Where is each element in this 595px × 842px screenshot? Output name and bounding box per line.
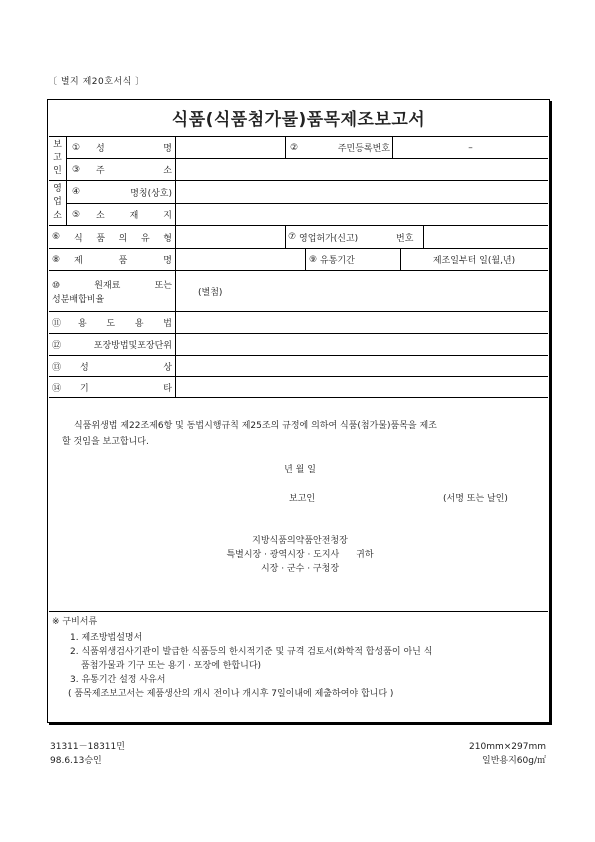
usage-label: 용 도 용 법 <box>78 319 172 329</box>
recipient-line: 지방식품의약품안전청장 <box>252 536 348 546</box>
usage-field[interactable] <box>176 312 547 333</box>
form-code: 31311－18311민 98.6.13승인 <box>50 742 125 766</box>
address-label: 주 소 <box>96 166 172 176</box>
divider <box>49 397 548 398</box>
ingredients-label: ⑩ 원재료 또는 성분배합비율 <box>52 281 172 305</box>
name-field[interactable] <box>176 137 284 158</box>
recipient-block <box>180 534 420 576</box>
shelf-life-label: 유통기간 <box>320 256 355 266</box>
license-number-field[interactable] <box>424 226 547 248</box>
location-field[interactable] <box>176 204 547 225</box>
row-number: ③ <box>72 164 81 175</box>
form-title: 식품(식품첨가물)품목제조보고서 <box>171 110 426 130</box>
name-label: 성 명 <box>96 144 172 154</box>
note-item: 1. 제조방법설명서 <box>70 633 143 643</box>
row-number: ⑫ <box>52 341 62 351</box>
reporter-group-label: 보 고 인 <box>53 139 62 177</box>
form-number-label: 〔 별지 제20호서식 〕 <box>48 77 145 87</box>
paper-spec: 210mm×297mm 일반용지60g/㎡ <box>469 742 546 766</box>
row-number: ⑥ <box>52 232 61 242</box>
row-number: ⑨ <box>309 254 318 265</box>
report-date[interactable]: 년 월 일 <box>284 465 316 475</box>
food-type-label: 식 품 의 유 형 <box>74 233 172 244</box>
location-label: 소 재 지 <box>96 211 172 221</box>
recipient-line: 시장 · 군수 · 구청장 <box>260 564 340 574</box>
license-number-label: 번호 <box>396 233 414 244</box>
divider <box>305 248 306 270</box>
business-name-label: 명칭(상호) <box>130 188 172 199</box>
recipient-line: 특별시장 · 광역시장 · 도지사 귀하 <box>226 550 374 560</box>
row-number: ② <box>290 142 299 153</box>
other-label: 기 타 <box>80 383 172 394</box>
row-number: ① <box>72 142 81 153</box>
row-number: ⑧ <box>52 254 61 265</box>
declaration-text: 식품위생법 제22조제6항 및 동법시행규칙 제25조의 규정에 의하여 식품(첨가물)품목을 제조 할 것임을 보고합니다. <box>62 421 437 447</box>
row-number: ⑤ <box>72 209 81 220</box>
row-number: ⑬ <box>52 362 62 373</box>
packaging-label: 포장방법및포장단위 <box>93 341 172 351</box>
business-group-label: 영 업 소 <box>53 183 62 222</box>
divider <box>285 136 286 158</box>
row-number: ⑭ <box>52 383 62 394</box>
packaging-field[interactable] <box>176 334 547 355</box>
resident-number-field[interactable]: – <box>468 142 473 153</box>
resident-number-label: 주민등록번호 <box>337 144 390 154</box>
note-item: 품첨가물과 기구 또는 용기 · 포장에 한합니다) <box>81 661 262 671</box>
signature-label: (서명 또는 날인) <box>443 494 508 504</box>
note-item: ( 품목제조보고서는 제품생산의 개시 전이나 개시후 7일이내에 제출하여야 합니다 ) <box>68 689 394 699</box>
divider <box>66 136 67 225</box>
row-number: ④ <box>72 187 81 197</box>
product-name-field[interactable] <box>176 249 304 270</box>
other-field[interactable] <box>176 377 547 397</box>
properties-field[interactable] <box>176 356 547 376</box>
license-label: 영업허가(신고) <box>299 233 359 244</box>
shelf-life-field[interactable]: 제조일부터 일(월,년) <box>432 256 516 266</box>
address-field[interactable] <box>176 159 547 180</box>
note-item: 2. 식품위생검사기관이 발급한 식품등의 한시적기준 및 규격 검토서(화학적 합성품이 아닌 식 <box>70 647 433 657</box>
divider <box>285 225 286 248</box>
row-number: ⑪ <box>52 319 62 329</box>
reporter-label: 보고인 <box>289 494 316 504</box>
food-type-field[interactable] <box>176 226 284 248</box>
ingredients-field[interactable]: (별첨) <box>198 287 223 298</box>
row-number: ⑦ <box>288 232 297 242</box>
notes-header: ※ 구비서류 <box>52 617 98 627</box>
required-documents <box>52 616 432 701</box>
note-item: 3. 유통기간 설정 사유서 <box>70 675 166 685</box>
business-name-field[interactable] <box>176 181 547 203</box>
divider <box>49 611 548 612</box>
product-name-label: 제 품 명 <box>74 256 172 266</box>
properties-label: 성 상 <box>80 362 172 373</box>
